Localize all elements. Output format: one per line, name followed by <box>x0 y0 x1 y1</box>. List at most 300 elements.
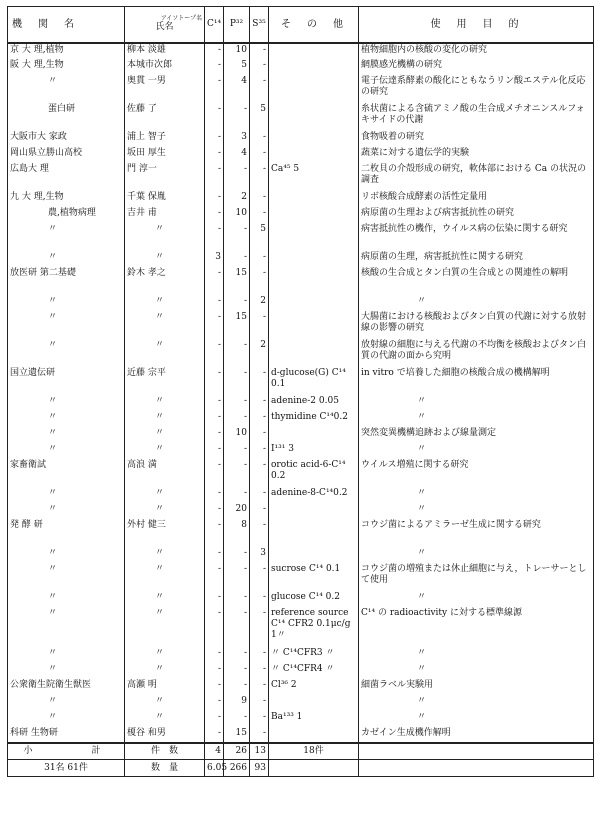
p32-cell: 9 <box>224 695 250 711</box>
other-cell: orotic acid-6-C¹⁴ 0.2 <box>269 459 359 487</box>
s35-cell: - <box>250 147 269 163</box>
header-row <box>8 7 594 43</box>
person-cell: 〃 <box>125 647 205 663</box>
c14-cell: - <box>205 75 224 103</box>
org-cell: 公衆衛生院衛生獣医 <box>8 679 125 695</box>
org-cell: 発 酵 研 <box>8 519 125 547</box>
header-furigana: アイソトープ名 <box>160 15 202 23</box>
count-label: 件 数 <box>125 743 205 760</box>
s35-cell: - <box>250 191 269 207</box>
c14-cell: - <box>205 443 224 459</box>
table-row <box>8 43 594 59</box>
p32-cell: - <box>224 339 250 367</box>
s35-cell: - <box>250 251 269 267</box>
other-cell <box>269 267 359 295</box>
p32-cell: 15 <box>224 311 250 339</box>
c14-cell: - <box>205 295 224 311</box>
table-row <box>8 607 594 647</box>
footer-qty-row <box>8 760 594 777</box>
p32-cell: - <box>224 223 250 251</box>
count-other: 18件 <box>269 743 359 760</box>
org-cell: 〃 <box>8 411 125 427</box>
s35-cell: - <box>250 459 269 487</box>
purpose-cell: コウジ菌によるアミラーゼ生成に関する研究 <box>359 519 594 547</box>
purpose-cell: 大腸菌における核酸およびタン白質の代謝に対する放射線の影響の研究 <box>359 311 594 339</box>
org-cell: 九 大 理,生物 <box>8 191 125 207</box>
table-row <box>8 679 594 695</box>
purpose-cell: 〃 <box>359 663 594 679</box>
purpose-cell: 二枚貝の介殻形成の研究，軟体部における Ca の状況の調査 <box>359 163 594 191</box>
other-cell: Ba¹³³ 1 <box>269 711 359 727</box>
other-cell <box>269 519 359 547</box>
table-row <box>8 295 594 311</box>
other-cell: thymidine C¹⁴0.2 <box>269 411 359 427</box>
org-cell: 〃 <box>8 311 125 339</box>
table-row <box>8 75 594 103</box>
header-person <box>125 7 205 43</box>
p32-cell: - <box>224 103 250 131</box>
table-row <box>8 519 594 547</box>
table-row <box>8 339 594 367</box>
header-p32: P³² <box>224 7 250 43</box>
other-cell <box>269 207 359 223</box>
table-row <box>8 695 594 711</box>
org-cell: 〃 <box>8 427 125 443</box>
other-cell: 〃 C¹⁴CFR3 〃 <box>269 647 359 663</box>
s35-cell: 2 <box>250 339 269 367</box>
s35-cell: - <box>250 443 269 459</box>
other-cell: Cl³⁶ 2 <box>269 679 359 695</box>
s35-cell: 2 <box>250 295 269 311</box>
org-cell: 放医研 第二基礎 <box>8 267 125 295</box>
p32-cell: 8 <box>224 519 250 547</box>
header-s35: S³⁵ <box>250 7 269 43</box>
person-cell: 佐藤 了 <box>125 103 205 131</box>
person-cell: 近藤 宗平 <box>125 367 205 395</box>
s35-cell: 3 <box>250 547 269 563</box>
person-cell: 〃 <box>125 503 205 519</box>
purpose-cell: 〃 <box>359 647 594 663</box>
s35-cell: - <box>250 591 269 607</box>
c14-cell: - <box>205 207 224 223</box>
p32-cell: - <box>224 163 250 191</box>
table-row <box>8 103 594 131</box>
person-cell: 〃 <box>125 487 205 503</box>
p32-cell: - <box>224 367 250 395</box>
qty-label: 数 量 <box>125 760 205 777</box>
other-cell <box>269 727 359 743</box>
purpose-cell: ウイルス増殖に関する研究 <box>359 459 594 487</box>
c14-cell: - <box>205 411 224 427</box>
purpose-cell: 〃 <box>359 395 594 411</box>
purpose-cell: in vitro で培養した細胞の核酸合成の機構解明 <box>359 367 594 395</box>
header-person-label: 氏名 <box>155 22 174 33</box>
s35-cell: - <box>250 131 269 147</box>
person-cell: 鈴木 孝之 <box>125 267 205 295</box>
c14-cell: - <box>205 191 224 207</box>
s35-cell: - <box>250 503 269 519</box>
c14-cell: - <box>205 267 224 295</box>
s35-cell: - <box>250 59 269 75</box>
header-org: 機 関 名 <box>8 7 125 43</box>
org-cell: 大阪市大 家政 <box>8 131 125 147</box>
c14-cell: - <box>205 591 224 607</box>
c14-cell: - <box>205 547 224 563</box>
c14-cell: - <box>205 223 224 251</box>
table-row <box>8 147 594 163</box>
person-cell: 〃 <box>125 563 205 591</box>
table-row <box>8 711 594 727</box>
org-cell: 〃 <box>8 711 125 727</box>
qty-c14: 6.05 <box>205 760 224 777</box>
p32-cell: - <box>224 607 250 647</box>
table-row <box>8 163 594 191</box>
person-cell: 高浪 満 <box>125 459 205 487</box>
s35-cell: - <box>250 663 269 679</box>
table-row <box>8 191 594 207</box>
other-cell <box>269 43 359 59</box>
other-cell <box>269 251 359 267</box>
person-cell: 〃 <box>125 411 205 427</box>
table-row <box>8 207 594 223</box>
p32-cell: - <box>224 563 250 591</box>
s35-cell: - <box>250 367 269 395</box>
org-cell: 岡山県立勝山高校 <box>8 147 125 163</box>
p32-cell: 2 <box>224 191 250 207</box>
other-cell: I¹³¹ 3 <box>269 443 359 459</box>
purpose-cell: 網膜感光機構の研究 <box>359 59 594 75</box>
person-cell: 〃 <box>125 311 205 339</box>
other-cell: glucose C¹⁴ 0.2 <box>269 591 359 607</box>
purpose-cell: 蔬菜に対する遺伝学的実験 <box>359 147 594 163</box>
org-cell: 〃 <box>8 563 125 591</box>
s35-cell: - <box>250 267 269 295</box>
person-cell: 〃 <box>125 295 205 311</box>
other-cell <box>269 339 359 367</box>
table-row <box>8 223 594 251</box>
org-cell: 〃 <box>8 547 125 563</box>
s35-cell: - <box>250 411 269 427</box>
p32-cell: 20 <box>224 503 250 519</box>
other-cell <box>269 311 359 339</box>
c14-cell: - <box>205 427 224 443</box>
p32-cell: - <box>224 443 250 459</box>
isotope-usage-table <box>7 6 594 777</box>
other-cell: adenine-8-C¹⁴0.2 <box>269 487 359 503</box>
other-cell: adenine-2 0.05 <box>269 395 359 411</box>
p32-cell: - <box>224 591 250 607</box>
s35-cell: - <box>250 711 269 727</box>
person-cell: 〃 <box>125 223 205 251</box>
footer-blank-3 <box>359 760 594 777</box>
org-cell: 〃 <box>8 251 125 267</box>
c14-cell: - <box>205 679 224 695</box>
table-row <box>8 59 594 75</box>
footer-count-row <box>8 743 594 760</box>
other-cell: d-glucose(G) C¹⁴ 0.1 <box>269 367 359 395</box>
table-row <box>8 547 594 563</box>
other-cell: Ca⁴⁵ 5 <box>269 163 359 191</box>
other-cell <box>269 295 359 311</box>
p32-cell: 3 <box>224 131 250 147</box>
person-cell: 〃 <box>125 395 205 411</box>
footer-blank-1 <box>359 743 594 760</box>
purpose-cell: 病害抵抗性の機作，ウイルス病の伝染に関する研究 <box>359 223 594 251</box>
purpose-cell: 〃 <box>359 711 594 727</box>
other-cell <box>269 59 359 75</box>
other-cell <box>269 191 359 207</box>
s35-cell: - <box>250 395 269 411</box>
person-cell: 吉井 甫 <box>125 207 205 223</box>
person-cell: 〃 <box>125 711 205 727</box>
p32-cell: - <box>224 459 250 487</box>
c14-cell: - <box>205 131 224 147</box>
s35-cell: - <box>250 43 269 59</box>
table-row <box>8 459 594 487</box>
person-cell: 本城市次郎 <box>125 59 205 75</box>
s35-cell: - <box>250 519 269 547</box>
s35-cell: - <box>250 695 269 711</box>
person-cell: 〃 <box>125 339 205 367</box>
s35-cell: - <box>250 427 269 443</box>
purpose-cell: 電子伝達系酵素の酸化にともなうリン酸エステル化反応の研究 <box>359 75 594 103</box>
person-cell: 奥貫 一男 <box>125 75 205 103</box>
p32-cell: - <box>224 647 250 663</box>
c14-cell: - <box>205 663 224 679</box>
qty-s35: 93 <box>250 760 269 777</box>
s35-cell: - <box>250 311 269 339</box>
p32-cell: - <box>224 251 250 267</box>
s35-cell: 5 <box>250 223 269 251</box>
c14-cell: - <box>205 519 224 547</box>
table-row <box>8 251 594 267</box>
c14-cell: - <box>205 695 224 711</box>
table-row <box>8 267 594 295</box>
qty-p32: 266 <box>224 760 250 777</box>
purpose-cell: 細菌ラベル実験用 <box>359 679 594 695</box>
person-cell: 榎谷 和男 <box>125 727 205 743</box>
org-cell: 農,植物病理 <box>8 207 125 223</box>
purpose-cell: コウジ菌の増殖または休止細胞に与え，トレーサーとして使用 <box>359 563 594 591</box>
person-cell: 〃 <box>125 547 205 563</box>
s35-cell: - <box>250 563 269 591</box>
table-row <box>8 395 594 411</box>
p32-cell: 10 <box>224 43 250 59</box>
p32-cell: - <box>224 411 250 427</box>
c14-cell: - <box>205 563 224 591</box>
purpose-cell: 〃 <box>359 503 594 519</box>
purpose-cell: 〃 <box>359 487 594 503</box>
other-cell <box>269 103 359 131</box>
person-cell: 浦上 智子 <box>125 131 205 147</box>
org-cell: 〃 <box>8 503 125 519</box>
purpose-cell: 突然変異機構追跡および線量測定 <box>359 427 594 443</box>
purpose-cell: 糸状菌による含硫アミノ酸の生合成メチオニンスルフォキサイドの代謝 <box>359 103 594 131</box>
table-row <box>8 487 594 503</box>
c14-cell: - <box>205 163 224 191</box>
person-cell: 〃 <box>125 663 205 679</box>
subtotal-label: 小 計 <box>8 743 125 760</box>
c14-cell: - <box>205 711 224 727</box>
p32-cell: 4 <box>224 147 250 163</box>
org-cell: 〃 <box>8 663 125 679</box>
p32-cell: - <box>224 663 250 679</box>
purpose-cell: 〃 <box>359 695 594 711</box>
org-cell: 科研 生物研 <box>8 727 125 743</box>
table-row <box>8 443 594 459</box>
table-row <box>8 503 594 519</box>
purpose-cell: C¹⁴ の radioactivity に対する標準線源 <box>359 607 594 647</box>
other-cell <box>269 695 359 711</box>
org-cell: 〃 <box>8 75 125 103</box>
table-row <box>8 563 594 591</box>
other-cell <box>269 131 359 147</box>
person-cell: 〃 <box>125 591 205 607</box>
other-cell <box>269 503 359 519</box>
table-row <box>8 427 594 443</box>
org-cell: 家畜衛試 <box>8 459 125 487</box>
other-cell <box>269 427 359 443</box>
org-cell: 広島大 理 <box>8 163 125 191</box>
person-cell: 坂田 厚生 <box>125 147 205 163</box>
c14-cell: - <box>205 487 224 503</box>
c14-cell: - <box>205 59 224 75</box>
c14-cell: - <box>205 339 224 367</box>
table-row <box>8 367 594 395</box>
c14-cell: - <box>205 395 224 411</box>
org-cell: 〃 <box>8 647 125 663</box>
table-row <box>8 131 594 147</box>
s35-cell: - <box>250 647 269 663</box>
c14-cell: - <box>205 727 224 743</box>
s35-cell: - <box>250 727 269 743</box>
header-c14: C¹⁴ <box>205 7 224 43</box>
p32-cell: 10 <box>224 207 250 223</box>
org-cell: 京 大 理,植物 <box>8 43 125 59</box>
purpose-cell: 〃 <box>359 547 594 563</box>
purpose-cell: リボ核酸合成酵素の活性定量用 <box>359 191 594 207</box>
table-body <box>8 43 594 743</box>
p32-cell: - <box>224 679 250 695</box>
table-row <box>8 311 594 339</box>
person-cell: 柳本 淡雄 <box>125 43 205 59</box>
s35-cell: - <box>250 679 269 695</box>
other-cell <box>269 75 359 103</box>
c14-cell: - <box>205 459 224 487</box>
c14-cell: - <box>205 311 224 339</box>
org-cell: 〃 <box>8 223 125 251</box>
org-cell: 〃 <box>8 591 125 607</box>
count-s35: 13 <box>250 743 269 760</box>
org-cell: 〃 <box>8 443 125 459</box>
summary-total: 31名 61件 <box>8 760 125 777</box>
p32-cell: - <box>224 711 250 727</box>
org-cell: 〃 <box>8 695 125 711</box>
other-cell: sucrose C¹⁴ 0.1 <box>269 563 359 591</box>
person-cell: 〃 <box>125 695 205 711</box>
purpose-cell: 病原菌の生理および病害抵抗性の研究 <box>359 207 594 223</box>
table-row <box>8 663 594 679</box>
person-cell: 外村 健三 <box>125 519 205 547</box>
s35-cell: - <box>250 207 269 223</box>
purpose-cell: 放射線の細胞に与える代謝の不均衡を核酸およびタン白質の代謝の面から究明 <box>359 339 594 367</box>
s35-cell: - <box>250 607 269 647</box>
p32-cell: - <box>224 547 250 563</box>
org-cell: 蛋白研 <box>8 103 125 131</box>
table-row <box>8 411 594 427</box>
count-c14: 4 <box>205 743 224 760</box>
other-cell: 〃 C¹⁴CFR4 〃 <box>269 663 359 679</box>
purpose-cell: 〃 <box>359 591 594 607</box>
s35-cell: - <box>250 75 269 103</box>
s35-cell: - <box>250 163 269 191</box>
p32-cell: 10 <box>224 427 250 443</box>
s35-cell: 5 <box>250 103 269 131</box>
c14-cell: - <box>205 503 224 519</box>
purpose-cell: 植物細胞内の核酸の変化の研究 <box>359 43 594 59</box>
person-cell: 〃 <box>125 427 205 443</box>
table-row <box>8 591 594 607</box>
p32-cell: 5 <box>224 59 250 75</box>
c14-cell: - <box>205 147 224 163</box>
c14-cell: - <box>205 607 224 647</box>
person-cell: 高瀬 明 <box>125 679 205 695</box>
header-other: そ の 他 <box>269 7 359 43</box>
purpose-cell: 〃 <box>359 295 594 311</box>
p32-cell: - <box>224 395 250 411</box>
purpose-cell: 核酸の生合成とタン白質の生合成との関連性の解明 <box>359 267 594 295</box>
c14-cell: 3 <box>205 251 224 267</box>
person-cell: 門 淳一 <box>125 163 205 191</box>
c14-cell: - <box>205 367 224 395</box>
footer-blank-2 <box>269 760 359 777</box>
p32-cell: - <box>224 487 250 503</box>
purpose-cell: 食物吸着の研究 <box>359 131 594 147</box>
person-cell: 〃 <box>125 607 205 647</box>
table-row <box>8 647 594 663</box>
other-cell <box>269 223 359 251</box>
purpose-cell: 〃 <box>359 411 594 427</box>
p32-cell: 15 <box>224 727 250 743</box>
count-p32: 26 <box>224 743 250 760</box>
purpose-cell: 〃 <box>359 443 594 459</box>
org-cell: 国立遺伝研 <box>8 367 125 395</box>
person-cell: 〃 <box>125 443 205 459</box>
purpose-cell: 病原菌の生理，病害抵抗性に関する研究 <box>359 251 594 267</box>
p32-cell: 4 <box>224 75 250 103</box>
org-cell: 〃 <box>8 339 125 367</box>
person-cell: 千葉 保胤 <box>125 191 205 207</box>
header-purpose: 使 用 目 的 <box>359 7 594 43</box>
other-cell <box>269 547 359 563</box>
s35-cell: - <box>250 487 269 503</box>
org-cell: 阪 大 理,生物 <box>8 59 125 75</box>
p32-cell: - <box>224 295 250 311</box>
org-cell: 〃 <box>8 295 125 311</box>
person-cell: 〃 <box>125 251 205 267</box>
other-cell: reference source C¹⁴ CFR2 0.1μc/g 1〃 <box>269 607 359 647</box>
c14-cell: - <box>205 43 224 59</box>
other-cell <box>269 147 359 163</box>
isotope-usage-table-page <box>7 6 593 777</box>
org-cell: 〃 <box>8 487 125 503</box>
purpose-cell: カゼイン生成機作解明 <box>359 727 594 743</box>
c14-cell: - <box>205 103 224 131</box>
c14-cell: - <box>205 647 224 663</box>
table-row <box>8 727 594 743</box>
org-cell: 〃 <box>8 395 125 411</box>
org-cell: 〃 <box>8 607 125 647</box>
